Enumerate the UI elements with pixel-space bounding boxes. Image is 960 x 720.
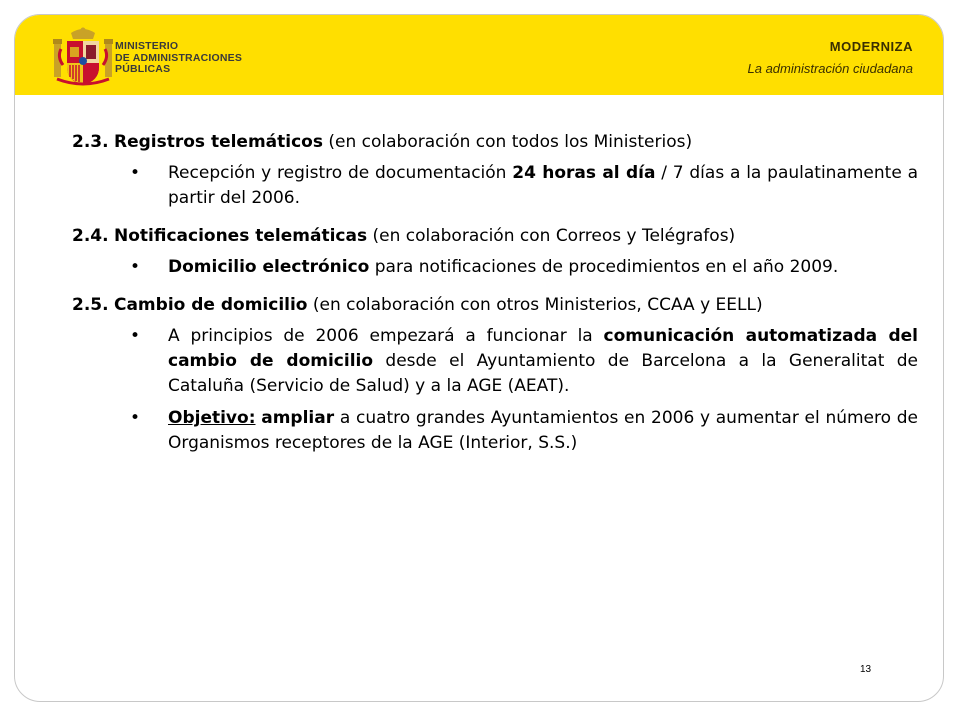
section-registros: [72, 130, 918, 211]
ministry-line: PÚBLICAS: [115, 63, 171, 75]
header-band: [15, 15, 943, 95]
bullet-list: [72, 255, 918, 280]
section-number: 2.4.: [72, 226, 109, 246]
section-subtitle: (en colaboración con Correos y Telégrafos): [372, 226, 736, 246]
section-heading: [72, 224, 918, 249]
section-number: 2.3.: [72, 132, 109, 152]
section-heading: [72, 293, 918, 318]
section-cambio-domicilio: [72, 293, 918, 456]
bullet-item: • Objetivo: ampliar a cuatro grandes Ayuntamientos en 2006 y aumentar el número de Organismos receptores de la AGE (Interior, S.S.): [72, 406, 918, 456]
section-subtitle: (en colaboración con otros Ministerios, CCAA y EELL): [312, 295, 763, 315]
brand-block: [748, 39, 914, 76]
section-title: Notificaciones telemáticas: [113, 226, 368, 246]
bullet-list: [72, 161, 918, 211]
bullet-item: • A principios de 2006 empezará a funcionar la comunicación automatizada del cambio de domicilio desde el Ayuntamiento de Barcelona a la Generalitat de Cataluña (Servicio de Salud) y a la AGE (AEAT).: [72, 324, 918, 399]
ministry-name: [115, 41, 242, 76]
brand-title: MODERNIZA: [829, 39, 913, 54]
ministry-line: DE ADMINISTRACIONES: [115, 51, 243, 64]
section-notificaciones: [72, 224, 918, 280]
section-title: Cambio de domicilio: [113, 295, 308, 315]
section-subtitle: (en colaboración con todos los Ministerios): [328, 132, 693, 152]
bullet-item: • Domicilio electrónico para notificaciones de procedimientos en el año 2009.: [72, 255, 918, 280]
section-heading: [72, 130, 918, 155]
ministry-line: MINISTERIO: [115, 40, 179, 52]
page-number: 13: [860, 664, 872, 675]
slide-content: [72, 130, 918, 469]
coat-of-arms-icon: [53, 27, 113, 89]
section-title: Registros telemáticos: [113, 132, 323, 152]
bullet-list: [72, 324, 918, 456]
bullet-item: • Recepción y registro de documentación 24 horas al día / 7 días a la paulatinamente a partir del 2006.: [72, 161, 918, 211]
section-number: 2.5.: [72, 295, 109, 315]
brand-tagline: La administración ciudadana: [747, 61, 913, 76]
